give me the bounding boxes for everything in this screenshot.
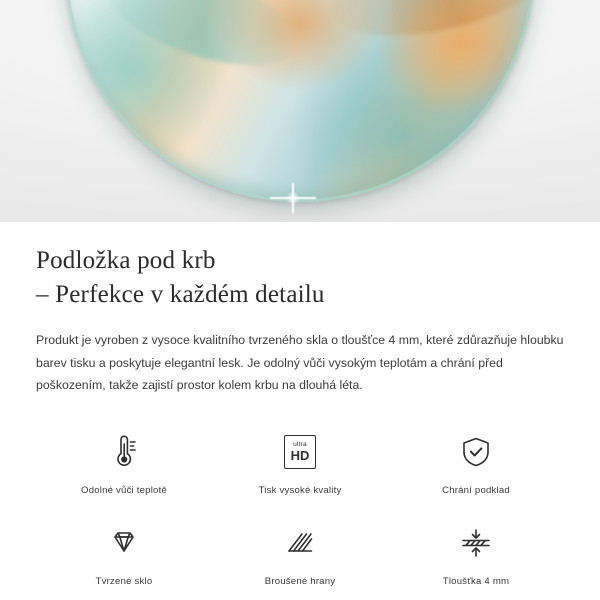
feature-label: Tloušťka 4 mm bbox=[442, 576, 510, 588]
feature-item-print-quality bbox=[212, 423, 388, 500]
feature-item-temperature bbox=[36, 423, 212, 500]
feature-label: Broušené hrany bbox=[264, 576, 336, 588]
feature-grid bbox=[36, 423, 564, 591]
feature-item-thickness bbox=[388, 514, 564, 591]
feature-item-surface-protection bbox=[388, 423, 564, 500]
shield-check-icon bbox=[456, 429, 496, 475]
page-title bbox=[36, 222, 564, 311]
feature-item-polished-edges bbox=[212, 514, 388, 591]
headline-line-2: – Perfekce v každém detailu bbox=[36, 280, 325, 308]
thermometer-icon bbox=[104, 429, 144, 475]
diamond-icon bbox=[104, 520, 144, 566]
feature-label: Tvrzené sklo bbox=[95, 576, 153, 588]
feature-item-tempered-glass bbox=[36, 514, 212, 591]
feature-label: Chrání podklad bbox=[442, 485, 510, 497]
feature-label: Tisk vysoké kvality bbox=[258, 485, 342, 497]
headline-line-1: Podložka pod krb bbox=[36, 247, 216, 274]
ultra-hd-icon bbox=[284, 429, 316, 475]
hero-image bbox=[0, 0, 600, 222]
thickness-arrows-icon bbox=[454, 520, 498, 566]
description-paragraph: Produkt je vyroben z vysoce kvalitního tvrzeného skla o tloušťce 4 mm, které zdůrazňuje hloubku barev tisku a poskytuje elegantní lesk. Je odolný vůči vysokým teplotám a chrání před poškozením, takže zajistí prostor kolem krbu na dlouhá léta. bbox=[36, 333, 564, 393]
content-section bbox=[0, 222, 600, 591]
ultra-hd-top-label: ultra bbox=[293, 440, 307, 448]
ultra-hd-bottom-label: HD bbox=[290, 448, 310, 464]
feature-label: Odolné vůči teplotě bbox=[81, 485, 167, 497]
polished-edges-icon bbox=[280, 520, 320, 566]
